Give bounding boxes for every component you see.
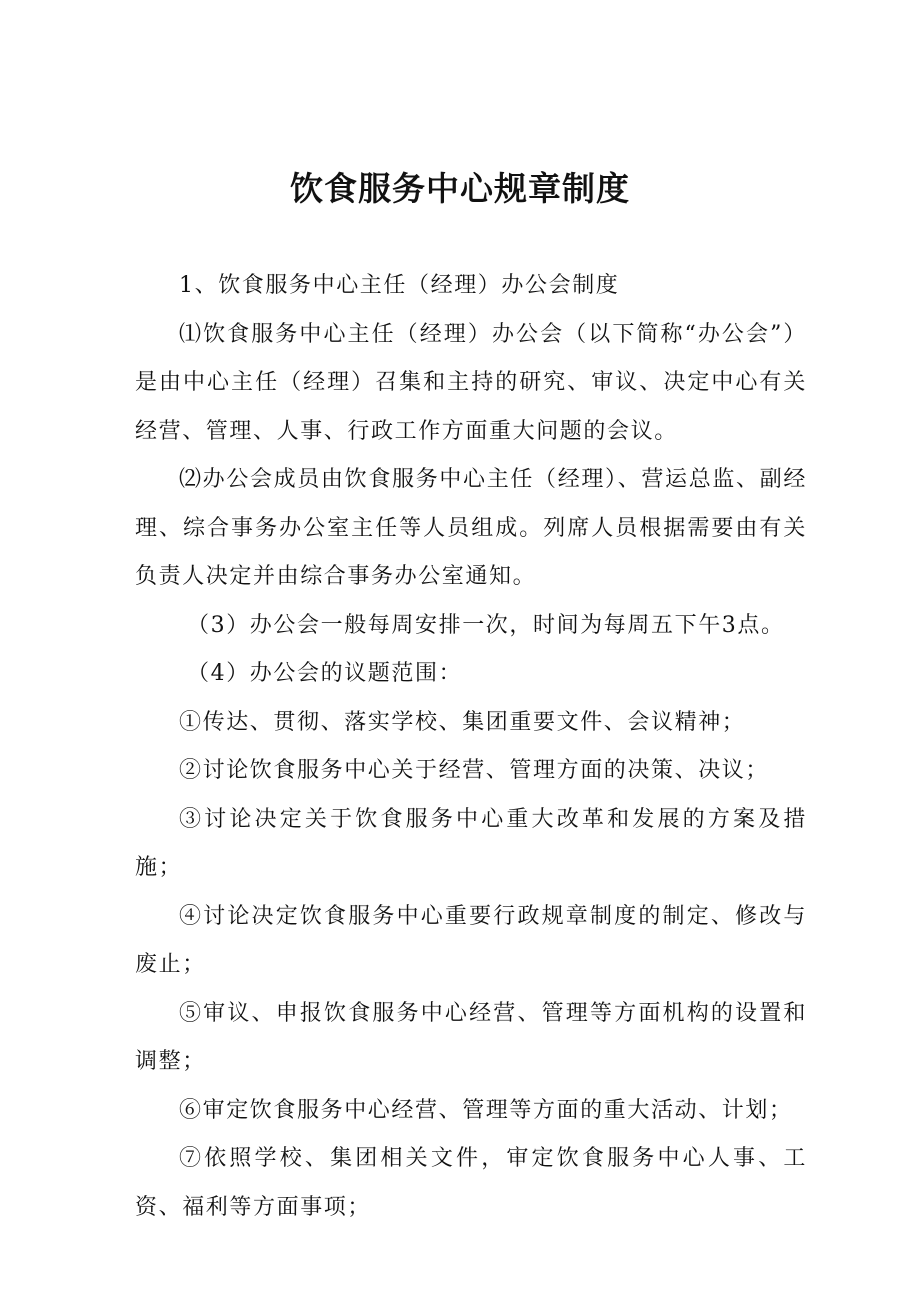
paragraph-item-1: ⑴饮食服务中心主任（经理）办公会（以下简称“办公会”）是由中心主任（经理）召集和主持的研究、审议、决定中心有关经营、管理、人事、行政工作方面重大问题的会议。 (135, 321, 807, 444)
agenda-item-3: ③讨论决定关于饮食服务中心重大改革和发展的方案及措施； (135, 806, 807, 880)
agenda-item-2: ②讨论饮食服务中心关于经营、管理方面的决策、决议； (179, 758, 770, 783)
paragraph-item-3: （3）办公会一般每周安排一次，时间为每周五下午3点。 (187, 612, 785, 638)
agenda-item-1: ①传达、贯彻、落实学校、集团重要文件、会议精神； (179, 709, 746, 735)
agenda-item-5: ⑤审议、申报饮食服务中心经营、管理等方面机构的设置和调整； (135, 1000, 807, 1074)
agenda-item-7: ⑦依照学校、集团相关文件，审定饮食服务中心人事、工资、福利等方面事项； (135, 1146, 807, 1220)
agenda-item-6: ⑥审定饮食服务中心经营、管理等方面的重大活动、计划； (179, 1097, 793, 1123)
section-heading: 1、饮食服务中心主任（经理）办公会制度 (179, 273, 620, 298)
document-body (135, 262, 807, 1232)
document-title: 饮食服务中心规章制度 (290, 169, 630, 208)
paragraph-item-2: ⑵办公会成员由饮食服务中心主任（经理）、营运总监、副经理、综合事务办公室主任等人员组成。列席人员根据需要由有关负责人决定并由综合事务办公室通知。 (135, 467, 807, 589)
paragraph-item-4: （4）办公会的议题范围： (187, 661, 463, 686)
agenda-item-4: ④讨论决定饮食服务中心重要行政规章制度的制定、修改与废止； (135, 903, 807, 977)
